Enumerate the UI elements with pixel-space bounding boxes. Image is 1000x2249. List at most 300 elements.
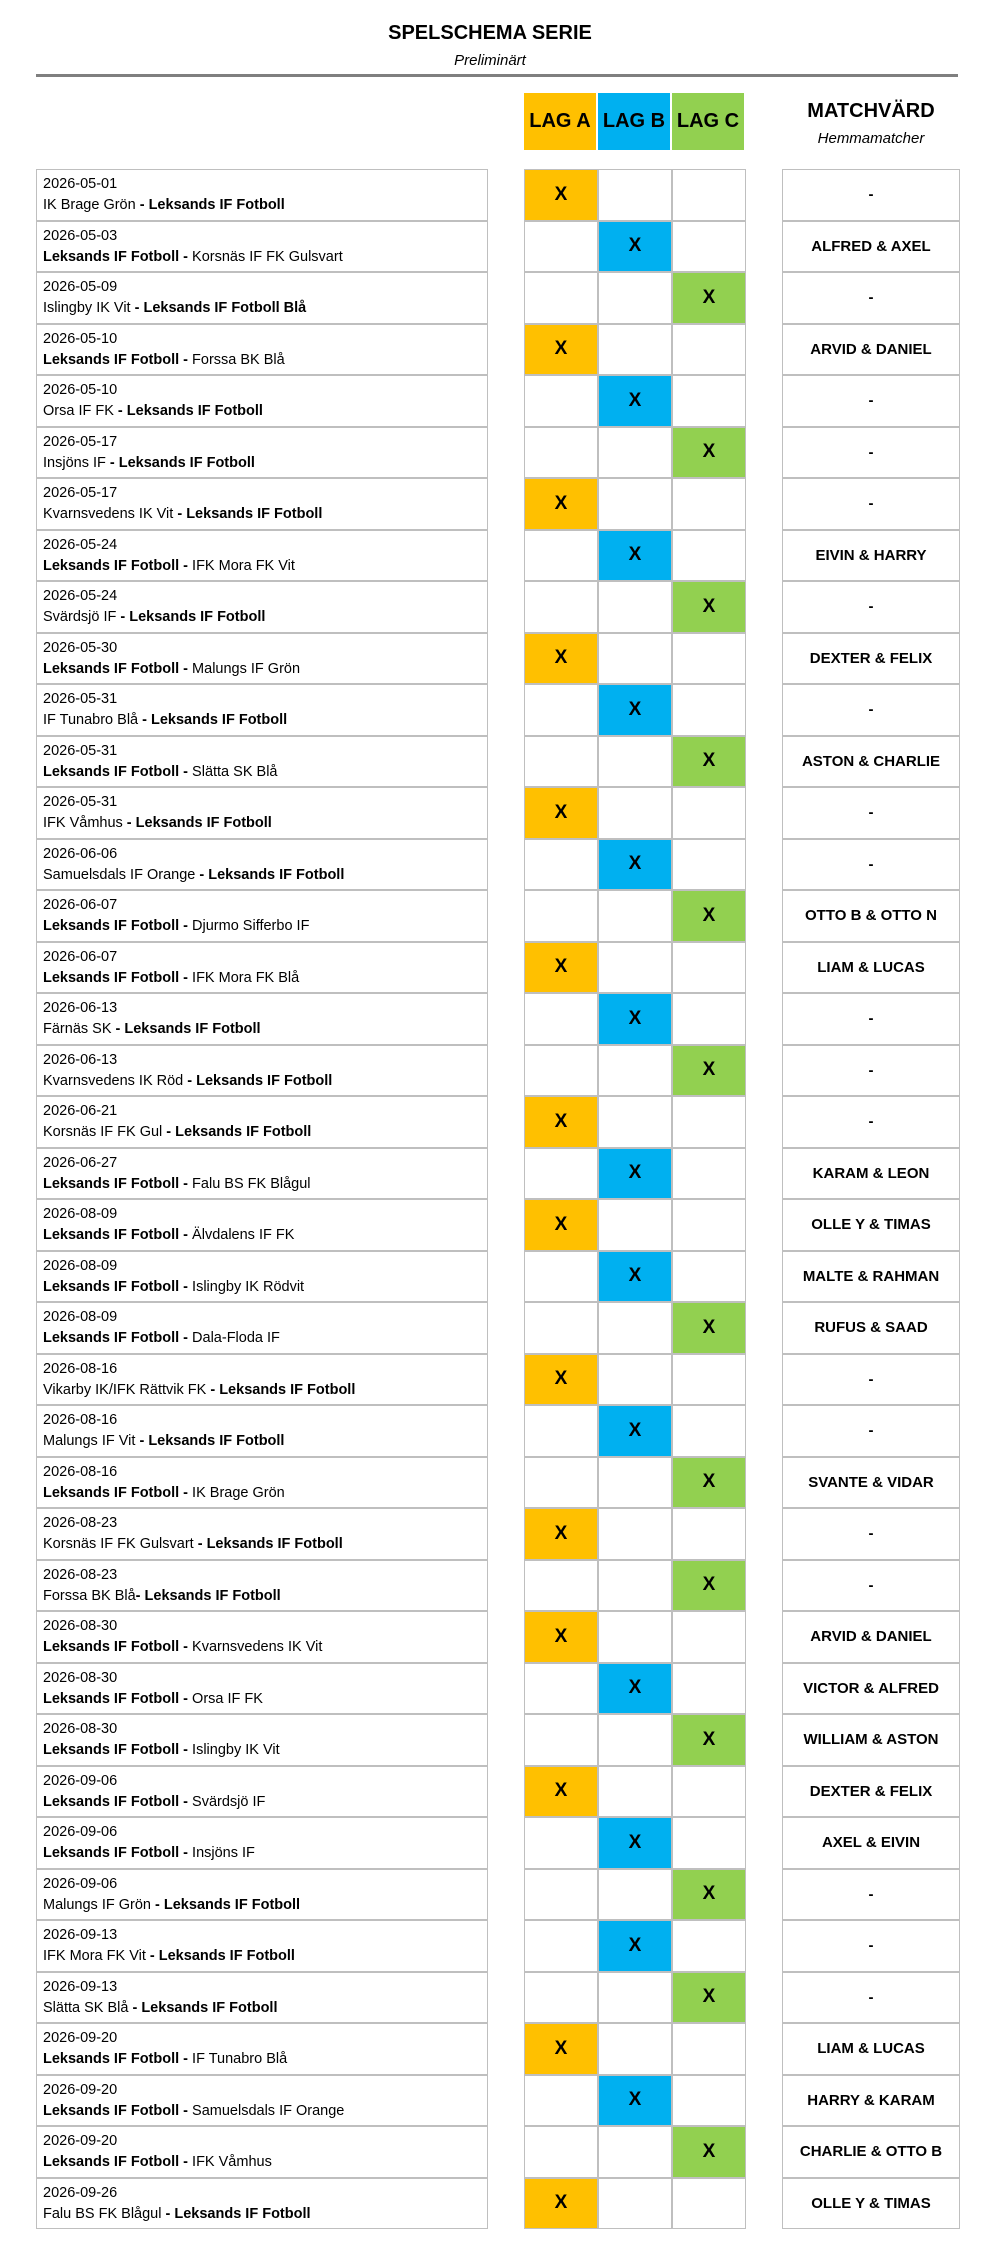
- match-cell: [36, 1766, 488, 1818]
- lag-c-cell: [672, 169, 746, 221]
- home-team: Leksands IF Fotboll: [43, 1278, 180, 1295]
- team-separator: -: [113, 403, 127, 419]
- match-cell: [36, 2178, 488, 2230]
- away-team: IK Brage Grön: [192, 1484, 285, 1501]
- match-row: [0, 1560, 1000, 1612]
- lag-c-cell: [672, 324, 746, 376]
- match-row: [0, 1251, 1000, 1303]
- lag-c-cell: [672, 1766, 746, 1818]
- home-team: Korsnäs IF FK Gulsvart: [43, 1536, 194, 1552]
- away-team: Leksands IF Fotboll: [208, 866, 345, 883]
- team-separator: -: [195, 866, 209, 883]
- lag-b-cell: [598, 1199, 672, 1251]
- match-cell: [36, 272, 488, 324]
- match-teams: [43, 1689, 481, 1710]
- match-row: [0, 1405, 1000, 1457]
- match-row: [0, 942, 1000, 994]
- match-row: [0, 1766, 1000, 1818]
- team-separator: -: [179, 557, 193, 574]
- schedule-table: [0, 169, 1000, 2229]
- matchvard-cell: -: [782, 839, 960, 891]
- lag-b-cell: X: [598, 375, 672, 427]
- match-cell: [36, 2023, 488, 2075]
- lag-a-cell: X: [524, 1199, 598, 1251]
- match-cell: [36, 684, 488, 736]
- match-date: 2026-05-31: [43, 742, 118, 759]
- lag-a-cell: [524, 1302, 598, 1354]
- page-title: SPELSCHEMA SERIE: [388, 22, 592, 44]
- lag-a-cell: [524, 839, 598, 891]
- away-team: Samuelsdals IF Orange: [192, 2102, 345, 2119]
- lag-b-cell: X: [598, 993, 672, 1045]
- header-divider: [36, 74, 958, 77]
- lag-b-cell: X: [598, 684, 672, 736]
- match-row: [0, 736, 1000, 788]
- matchvard-cell: CHARLIE & OTTO B: [782, 2126, 960, 2178]
- match-date: 2026-09-06: [43, 1772, 118, 1789]
- match-cell: [36, 2126, 488, 2178]
- match-cell: [36, 1611, 488, 1663]
- lag-a-cell: [524, 375, 598, 427]
- matchvard-cell: -: [782, 1869, 960, 1921]
- match-date: 2026-08-30: [43, 1721, 118, 1737]
- match-row: [0, 1199, 1000, 1251]
- match-date: 2026-09-13: [43, 1927, 118, 1943]
- away-team: Leksands IF Fotboll: [148, 197, 285, 213]
- lag-a-cell: X: [524, 1611, 598, 1663]
- home-team: Leksands IF Fotboll: [43, 1742, 180, 1758]
- lag-c-cell: [672, 942, 746, 994]
- lag-a-cell: X: [524, 1508, 598, 1560]
- match-cell: [36, 1354, 488, 1406]
- lag-a-cell: [524, 736, 598, 788]
- away-team: Dala-Floda IF: [192, 1330, 280, 1346]
- home-team: Leksands IF Fotboll: [43, 1639, 180, 1655]
- match-cell: [36, 1663, 488, 1715]
- team-separator: -: [179, 1484, 193, 1501]
- match-cell: [36, 1251, 488, 1303]
- team-separator: -: [111, 1021, 125, 1037]
- match-date: 2026-06-07: [43, 948, 118, 965]
- lag-a-cell: [524, 1663, 598, 1715]
- match-teams: [43, 813, 481, 834]
- lag-a-cell: [524, 581, 598, 633]
- lag-c-cell: [672, 375, 746, 427]
- match-date: 2026-08-23: [43, 1566, 118, 1583]
- team-separator: -: [179, 1793, 193, 1810]
- match-teams: [43, 1534, 481, 1555]
- lag-c-cell: X: [672, 1457, 746, 1509]
- match-cell: [36, 1817, 488, 1869]
- home-team: Svärdsjö IF: [43, 609, 117, 625]
- match-teams: [43, 2049, 481, 2070]
- match-cell: [36, 1199, 488, 1251]
- match-teams: [43, 607, 481, 628]
- match-date: 2026-08-16: [43, 1463, 118, 1480]
- home-team: Leksands IF Fotboll: [43, 351, 180, 368]
- match-teams: [43, 401, 481, 422]
- lag-a-cell: X: [524, 2178, 598, 2230]
- matchvard-cell: AXEL & EIVIN: [782, 1817, 960, 1869]
- lag-a-cell: X: [524, 633, 598, 685]
- lag-c-cell: [672, 1096, 746, 1148]
- match-row: [0, 787, 1000, 839]
- lag-c-cell: [672, 1611, 746, 1663]
- team-separator: -: [105, 454, 119, 471]
- lag-a-cell: [524, 1251, 598, 1303]
- matchvard-cell: VICTOR & ALFRED: [782, 1663, 960, 1715]
- lag-c-cell: X: [672, 1302, 746, 1354]
- match-row: [0, 839, 1000, 891]
- home-team: Färnäs SK: [43, 1021, 112, 1037]
- lag-b-cell: [598, 581, 672, 633]
- lag-b-cell: [598, 1354, 672, 1406]
- lag-a-cell: [524, 427, 598, 479]
- matchvard-cell: -: [782, 1508, 960, 1560]
- away-team: IF Tunabro Blå: [192, 2051, 288, 2067]
- match-row: [0, 1920, 1000, 1972]
- lag-b-cell: [598, 1045, 672, 1097]
- home-team: Kvarnsvedens IK Vit: [43, 506, 174, 522]
- lag-a-cell: X: [524, 787, 598, 839]
- match-teams: [43, 1328, 481, 1349]
- match-cell: [36, 1972, 488, 2024]
- lag-b-cell: [598, 478, 672, 530]
- match-cell: [36, 736, 488, 788]
- home-team: Forssa BK Blå: [43, 1587, 136, 1604]
- match-date: 2026-08-09: [43, 1257, 118, 1274]
- away-team: Islingby IK Vit: [192, 1742, 280, 1758]
- lag-c-cell: [672, 221, 746, 273]
- match-cell: [36, 427, 488, 479]
- match-row: [0, 375, 1000, 427]
- match-cell: [36, 1508, 488, 1560]
- match-teams: [43, 1122, 481, 1143]
- lag-b-cell: [598, 2023, 672, 2075]
- lag-a-cell: [524, 1972, 598, 2024]
- team-separator: -: [179, 1278, 193, 1295]
- home-team: IK Brage Grön: [43, 197, 136, 213]
- matchvard-cell: KARAM & LEON: [782, 1148, 960, 1200]
- match-teams: [43, 1586, 481, 1607]
- match-cell: [36, 530, 488, 582]
- lag-c-cell: X: [672, 1045, 746, 1097]
- home-team: Korsnäs IF FK Gul: [43, 1124, 163, 1140]
- lag-b-cell: [598, 1508, 672, 1560]
- home-team: Leksands IF Fotboll: [43, 2102, 180, 2119]
- lag-c-cell: X: [672, 1560, 746, 1612]
- match-date: 2026-06-06: [43, 845, 118, 862]
- match-row: [0, 478, 1000, 530]
- home-team: IFK Mora FK Vit: [43, 1948, 146, 1964]
- away-team: Malungs IF Grön: [192, 660, 301, 677]
- lag-a-cell: [524, 2075, 598, 2127]
- lag-a-cell: [524, 1714, 598, 1766]
- lag-a-cell: [524, 272, 598, 324]
- home-team: Insjöns IF: [43, 454, 106, 471]
- team-separator: -: [179, 1639, 193, 1655]
- lag-a-cell: [524, 1869, 598, 1921]
- match-row: [0, 684, 1000, 736]
- lag-b-cell: X: [598, 530, 672, 582]
- lag-c-cell: [672, 1508, 746, 1560]
- home-team: Leksands IF Fotboll: [43, 660, 180, 677]
- away-team: Leksands IF Fotboll: [163, 1896, 301, 1913]
- lag-c-cell: [672, 993, 746, 1045]
- home-team: Islingby IK Vit: [43, 300, 131, 316]
- lag-a-cell: [524, 1148, 598, 1200]
- match-date: 2026-09-20: [43, 2030, 118, 2046]
- lag-b-cell: [598, 942, 672, 994]
- away-team: Islingby IK Rödvit: [192, 1278, 305, 1295]
- lag-a-cell: X: [524, 1096, 598, 1148]
- away-team: Kvarnsvedens IK Vit: [192, 1639, 323, 1655]
- lag-b-cell: [598, 272, 672, 324]
- matchvard-cell: ALFRED & AXEL: [782, 221, 960, 273]
- match-teams: [43, 453, 481, 474]
- match-date: 2026-05-10: [43, 330, 118, 347]
- match-cell: [36, 2075, 488, 2127]
- match-date: 2026-08-09: [43, 1206, 118, 1222]
- match-row: [0, 1611, 1000, 1663]
- lag-b-cell: [598, 736, 672, 788]
- lag-a-cell: [524, 1920, 598, 1972]
- match-teams: [43, 659, 481, 680]
- matchvard-cell: ASTON & CHARLIE: [782, 736, 960, 788]
- match-date: 2026-06-21: [43, 1103, 118, 1119]
- away-team: Leksands IF Fotboll: [196, 1072, 333, 1089]
- lag-c-cell: X: [672, 581, 746, 633]
- match-row: [0, 272, 1000, 324]
- team-separator: -: [179, 969, 193, 986]
- match-teams: [43, 2204, 481, 2225]
- match-row: [0, 1354, 1000, 1406]
- match-teams: [43, 1946, 481, 1967]
- match-date: 2026-09-13: [43, 1978, 118, 1995]
- home-team: Leksands IF Fotboll: [43, 763, 180, 780]
- home-team: Leksands IF Fotboll: [43, 969, 180, 986]
- team-separator: -: [162, 1124, 176, 1140]
- lag-c-cell: [672, 1663, 746, 1715]
- matchvard-cell: DEXTER & FELIX: [782, 633, 960, 685]
- team-separator: -: [116, 609, 130, 625]
- matchvard-cell: HARRY & KARAM: [782, 2075, 960, 2127]
- team-separator: -: [179, 2102, 193, 2119]
- lag-b-cell: [598, 787, 672, 839]
- away-team: IFK Mora FK Vit: [192, 557, 295, 574]
- match-date: 2026-09-26: [43, 2184, 118, 2201]
- match-date: 2026-09-20: [43, 2133, 118, 2149]
- home-team: Leksands IF Fotboll: [43, 248, 180, 265]
- matchvard-title: MATCHVÄRD: [807, 100, 935, 122]
- match-date: 2026-08-09: [43, 1309, 118, 1325]
- lag-a-cell: [524, 1817, 598, 1869]
- team-separator: -: [179, 1845, 193, 1861]
- matchvard-cell: RUFUS & SAAD: [782, 1302, 960, 1354]
- home-team: Malungs IF Vit: [43, 1433, 136, 1449]
- match-cell: [36, 1714, 488, 1766]
- lag-c-cell: [672, 530, 746, 582]
- lag-a-cell: X: [524, 1766, 598, 1818]
- away-team: Leksands IF Fotboll: [126, 403, 263, 419]
- match-teams: [43, 916, 481, 937]
- matchvard-cell: WILLIAM & ASTON: [782, 1714, 960, 1766]
- match-teams: [43, 556, 481, 577]
- match-row: [0, 1096, 1000, 1148]
- matchvard-cell: ARVID & DANIEL: [782, 1611, 960, 1663]
- team-separator: -: [179, 918, 193, 934]
- matchvard-cell: DEXTER & FELIX: [782, 1766, 960, 1818]
- lag-b-cell: [598, 890, 672, 942]
- match-teams: [43, 1225, 481, 1246]
- home-team: Leksands IF Fotboll: [43, 1793, 180, 1810]
- lag-c-cell: X: [672, 427, 746, 479]
- match-teams: [43, 1174, 481, 1195]
- lag-c-cell: X: [672, 272, 746, 324]
- lag-c-cell: [672, 2075, 746, 2127]
- match-date: 2026-05-31: [43, 691, 118, 707]
- team-separator: -: [145, 1948, 159, 1964]
- match-cell: [36, 942, 488, 994]
- lag-c-cell: [672, 478, 746, 530]
- lag-b-cell: X: [598, 1148, 672, 1200]
- team-separator: -: [179, 1690, 193, 1707]
- lag-c-cell: [672, 633, 746, 685]
- home-team: Leksands IF Fotboll: [43, 1484, 180, 1501]
- matchvard-cell: -: [782, 993, 960, 1045]
- lag-b-cell: [598, 427, 672, 479]
- lag-b-cell: X: [598, 1663, 672, 1715]
- match-teams: [43, 504, 481, 525]
- match-row: [0, 1457, 1000, 1509]
- lag-a-cell: X: [524, 169, 598, 221]
- lag-a-cell: [524, 684, 598, 736]
- away-team: Leksands IF Fotboll: [144, 1587, 281, 1604]
- match-cell: [36, 993, 488, 1045]
- match-cell: [36, 787, 488, 839]
- match-row: [0, 2126, 1000, 2178]
- lag-c-cell: X: [672, 736, 746, 788]
- lag-b-cell: [598, 1457, 672, 1509]
- match-cell: [36, 1920, 488, 1972]
- match-row: [0, 1663, 1000, 1715]
- lag-b-cell: [598, 1302, 672, 1354]
- away-team: Djurmo Sifferbo IF: [192, 918, 310, 934]
- match-cell: [36, 169, 488, 221]
- match-teams: [43, 1019, 481, 1040]
- matchvard-cell: -: [782, 1405, 960, 1457]
- matchvard-cell: -: [782, 375, 960, 427]
- away-team: Leksands IF Fotboll: [158, 1948, 295, 1964]
- away-team: Leksands IF Fotboll: [141, 1999, 278, 2016]
- team-separator: -: [135, 197, 149, 213]
- team-separator: -: [179, 660, 193, 677]
- away-team: Falu BS FK Blågul: [192, 1175, 311, 1192]
- away-team: Svärdsjö IF: [192, 1793, 266, 1810]
- match-date: 2026-06-07: [43, 897, 118, 913]
- home-team: Falu BS FK Blågul: [43, 2205, 162, 2222]
- matchvard-cell: -: [782, 1096, 960, 1148]
- match-row: [0, 1869, 1000, 1921]
- match-date: 2026-08-16: [43, 1360, 118, 1377]
- lag-a-cell: [524, 1045, 598, 1097]
- matchvard-cell: -: [782, 684, 960, 736]
- lag-b-cell: [598, 1714, 672, 1766]
- match-cell: [36, 1457, 488, 1509]
- away-team: Leksands IF Fotboll: [135, 815, 272, 831]
- team-separator: -: [179, 1330, 193, 1346]
- home-team: Leksands IF Fotboll: [43, 2154, 180, 2170]
- match-teams: [43, 1277, 481, 1298]
- team-separator: -: [179, 351, 193, 368]
- match-row: [0, 633, 1000, 685]
- match-date: 2026-05-09: [43, 279, 118, 295]
- match-row: [0, 221, 1000, 273]
- match-cell: [36, 581, 488, 633]
- match-teams: [43, 1998, 481, 2019]
- match-row: [0, 169, 1000, 221]
- lag-c-cell: [672, 2023, 746, 2075]
- matchvard-cell: SVANTE & VIDAR: [782, 1457, 960, 1509]
- away-team: Leksands IF Fotboll: [175, 1124, 312, 1140]
- matchvard-cell: -: [782, 478, 960, 530]
- match-row: [0, 1148, 1000, 1200]
- home-team: Orsa IF FK: [43, 403, 114, 419]
- matchvard-cell: -: [782, 1560, 960, 1612]
- team-separator: -: [179, 2154, 193, 2170]
- match-row: [0, 530, 1000, 582]
- team-separator: -: [179, 763, 193, 780]
- match-cell: [36, 324, 488, 376]
- team-separator: -: [130, 300, 144, 316]
- home-team: Leksands IF Fotboll: [43, 918, 180, 934]
- matchvard-cell: -: [782, 427, 960, 479]
- lag-a-cell: [524, 1405, 598, 1457]
- team-separator: -: [183, 1072, 197, 1089]
- match-row: [0, 324, 1000, 376]
- lag-a-cell: X: [524, 2023, 598, 2075]
- home-team: Slätta SK Blå: [43, 1999, 129, 2016]
- match-date: 2026-06-27: [43, 1154, 118, 1171]
- lag-c-cell: X: [672, 2126, 746, 2178]
- match-cell: [36, 221, 488, 273]
- match-row: [0, 1972, 1000, 2024]
- match-date: 2026-09-06: [43, 1824, 118, 1840]
- lag-b-cell: X: [598, 1405, 672, 1457]
- match-teams: [43, 350, 481, 371]
- match-date: 2026-05-17: [43, 485, 118, 501]
- away-team: Leksands IF Fotboll: [174, 2205, 311, 2222]
- lag-a-cell: [524, 993, 598, 1045]
- team-separator: -: [128, 1999, 142, 2016]
- matchvard-cell: LIAM & LUCAS: [782, 942, 960, 994]
- matchvard-cell: OLLE Y & TIMAS: [782, 1199, 960, 1251]
- away-team: Leksands IF Fotboll: [118, 454, 255, 471]
- lag-c-cell: [672, 2178, 746, 2230]
- matchvard-cell: -: [782, 1920, 960, 1972]
- page-subtitle: Preliminärt: [454, 52, 526, 69]
- home-team: Leksands IF Fotboll: [43, 1845, 180, 1861]
- matchvard-cell: -: [782, 787, 960, 839]
- match-cell: [36, 633, 488, 685]
- away-team: Älvdalens IF FK: [192, 1227, 295, 1243]
- match-cell: [36, 839, 488, 891]
- lag-c-cell: [672, 684, 746, 736]
- lag-b-cell: [598, 1611, 672, 1663]
- match-row: [0, 993, 1000, 1045]
- match-teams: [43, 762, 481, 783]
- lag-b-cell: X: [598, 1817, 672, 1869]
